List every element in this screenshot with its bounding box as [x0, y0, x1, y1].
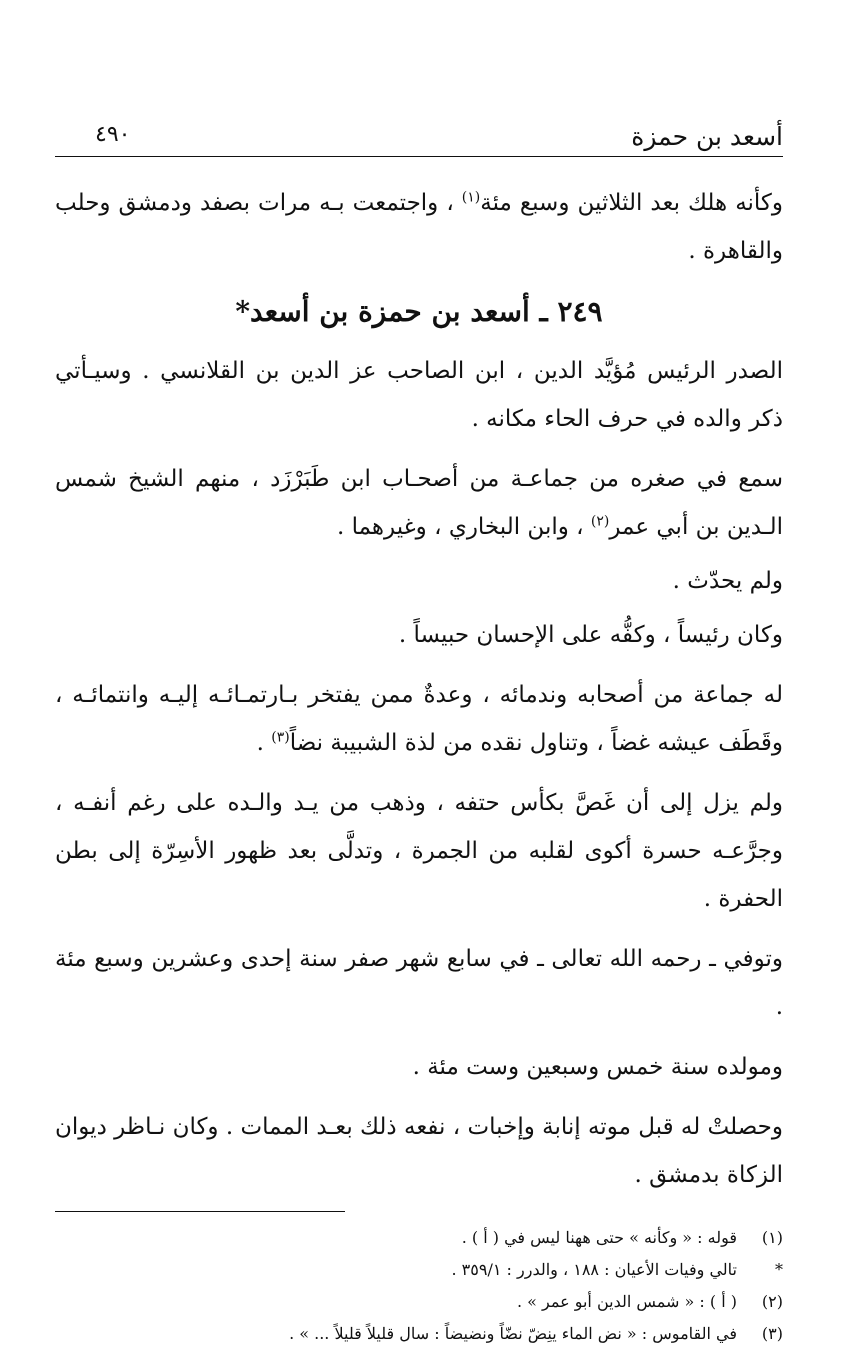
book-page	[55, 120, 783, 1350]
paragraph-final: وحصلتْ له قبل موته إنابة وإخبات ، نفعه ذلك بعـد الممات . وكان نـاظر ديوان الزكاة بدمشق .	[55, 1114, 783, 1188]
footnote-item	[55, 1286, 783, 1318]
footnote-separator	[55, 1211, 345, 1212]
paragraph-text: سمع في صغره من جماعـة من أصحـاب ابن طَبَرْزَد ، منهم الشيخ شمس الـدين بن أبي عمر	[55, 466, 783, 540]
paragraph-death-story: ولم يزل إلى أن غَصَّ بكأس حتفه ، وذهب من يـد والـده على رغم أنفـه ، وجرَّعـه حسرة أكوى لقلبه من الجمرة ، وتدلَّى بعد ظهور الأسِرّة إلى بطن الحفرة .	[55, 790, 783, 912]
footnotes	[55, 1211, 783, 1350]
paragraph-text: له جماعة من أصحابه وندمائه ، وعدةٌ ممن يفتخر بـارتمـائـه إليـه وانتمائـه ، وقَطَف عيشه غضاً ، وتناول نقده من لذة الشبيبة نضاً	[55, 682, 783, 756]
footnote-mark: (٣)	[761, 1324, 783, 1343]
footnote-item	[55, 1318, 783, 1350]
paragraph-text: ، واجتمعت بـه مرات بصفد ودمشق وحلب والقاهرة .	[55, 190, 783, 264]
paragraph-no-narration: ولم يحدّث .	[672, 568, 783, 594]
footnote-ref-3: (٣)	[271, 729, 290, 746]
page-header	[55, 120, 783, 157]
footnote-item	[55, 1222, 783, 1254]
footnote-mark: (٢)	[761, 1292, 783, 1311]
paragraph-continuation	[55, 179, 783, 275]
footnote-mark: *	[775, 1260, 783, 1279]
footnote-ref-1: (١)	[461, 189, 481, 206]
footnote-item	[55, 1254, 783, 1286]
paragraph-hearing	[55, 455, 783, 551]
paragraph-text: وكأنه هلك بعد الثلاثين وسبع مئة	[480, 190, 783, 216]
entry-heading: ٢٤٩ ـ أسعد بن حمزة بن أسعد*	[235, 295, 603, 328]
paragraph-birth-date: ومولده سنة خمس وسبعين وست مئة .	[412, 1054, 783, 1080]
running-title: أسعد بن حمزة	[631, 122, 783, 151]
footnote-text: قوله : « وكأنه » حتى ههنا ليس في ( أ ) .	[461, 1228, 737, 1247]
page-body	[55, 179, 783, 1199]
paragraph-leader: وكان رئيساً ، وكفُّه على الإحسان حبيساً .	[398, 622, 783, 648]
footnote-mark: (١)	[761, 1228, 783, 1247]
footnote-text: في القاموس : « نض الماء ينِضّ نضّاً ونضيضاً : سال قليلاً قليلاً ... » .	[289, 1324, 737, 1343]
paragraph-companions	[55, 671, 783, 767]
footnote-text: ( أ ) : « شمس الدين أبو عمر » .	[516, 1292, 737, 1311]
paragraph-text: .	[256, 730, 272, 756]
footnote-ref-2: (٢)	[590, 513, 610, 530]
paragraph-death-date: وتوفي ـ رحمه الله تعالى ـ في سابع شهر صفر سنة إحدى وعشرين وسبع مئة .	[55, 946, 783, 1020]
paragraph-text: ، وابن البخاري ، وغيرهما .	[336, 514, 591, 540]
footnote-text: تالي وفيات الأعيان : ١٨٨ ، والدرر : ٣٥٩/١ .	[451, 1260, 737, 1279]
page-number: ٤٩٠	[95, 122, 131, 147]
paragraph-intro: الصدر الرئيس مُؤيَّد الدين ، ابن الصاحب عز الدين بن القلانسي . وسيـأتي ذكر والده في حرف الحاء مكانه .	[55, 358, 783, 432]
